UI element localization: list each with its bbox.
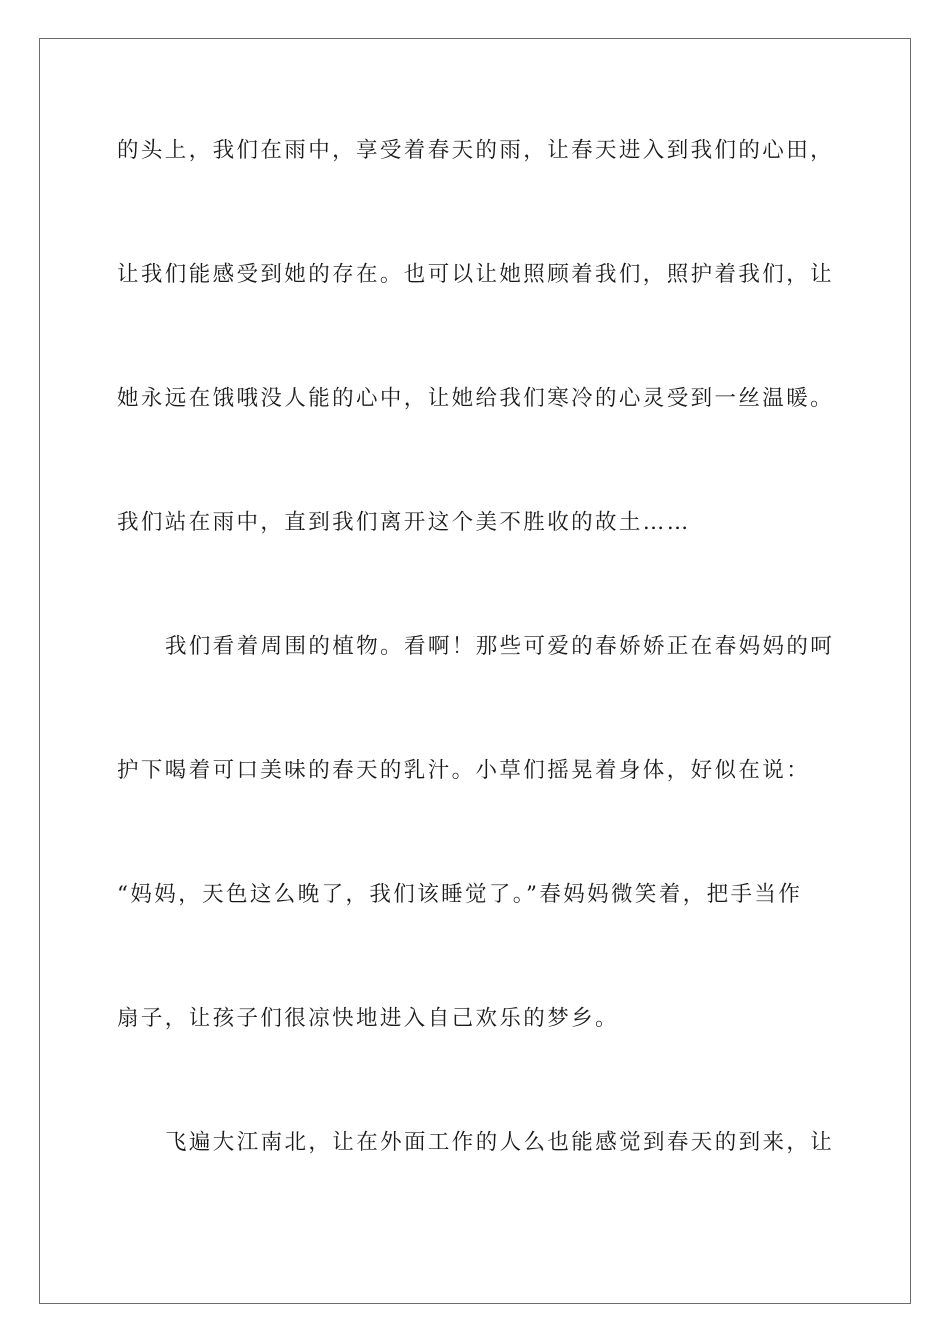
page-border [39, 38, 911, 1304]
paragraph-start-line: 我们看着周围的植物。看啊！那些可爱的春娇娇正在春妈妈的呵 [165, 634, 835, 659]
text-line: 扇子，让孩子们很凉快地进入自己欢乐的梦乡。 [117, 1006, 619, 1031]
text-line: 她永远在饿哦没人能的心中，让她给我们寒冷的心灵受到一丝温暖。 [117, 386, 835, 411]
text-line: 我们站在雨中，直到我们离开这个美不胜收的故土…… [117, 510, 691, 535]
text-line: “妈妈，天色这么晚了，我们该睡觉了。”春妈妈微笑着，把手当作 [117, 882, 803, 907]
text-line: 让我们能感受到她的存在。也可以让她照顾着我们，照护着我们，让 [117, 262, 835, 287]
text-line: 护下喝着可口美味的春天的乳汁。小草们摇晃着身体，好似在说： [117, 758, 811, 783]
text-line: 的头上，我们在雨中，享受着春天的雨，让春天进入到我们的心田， [117, 138, 835, 163]
paragraph-start-line: 飞遍大江南北，让在外面工作的人么也能感觉到春天的到来，让 [165, 1130, 835, 1155]
